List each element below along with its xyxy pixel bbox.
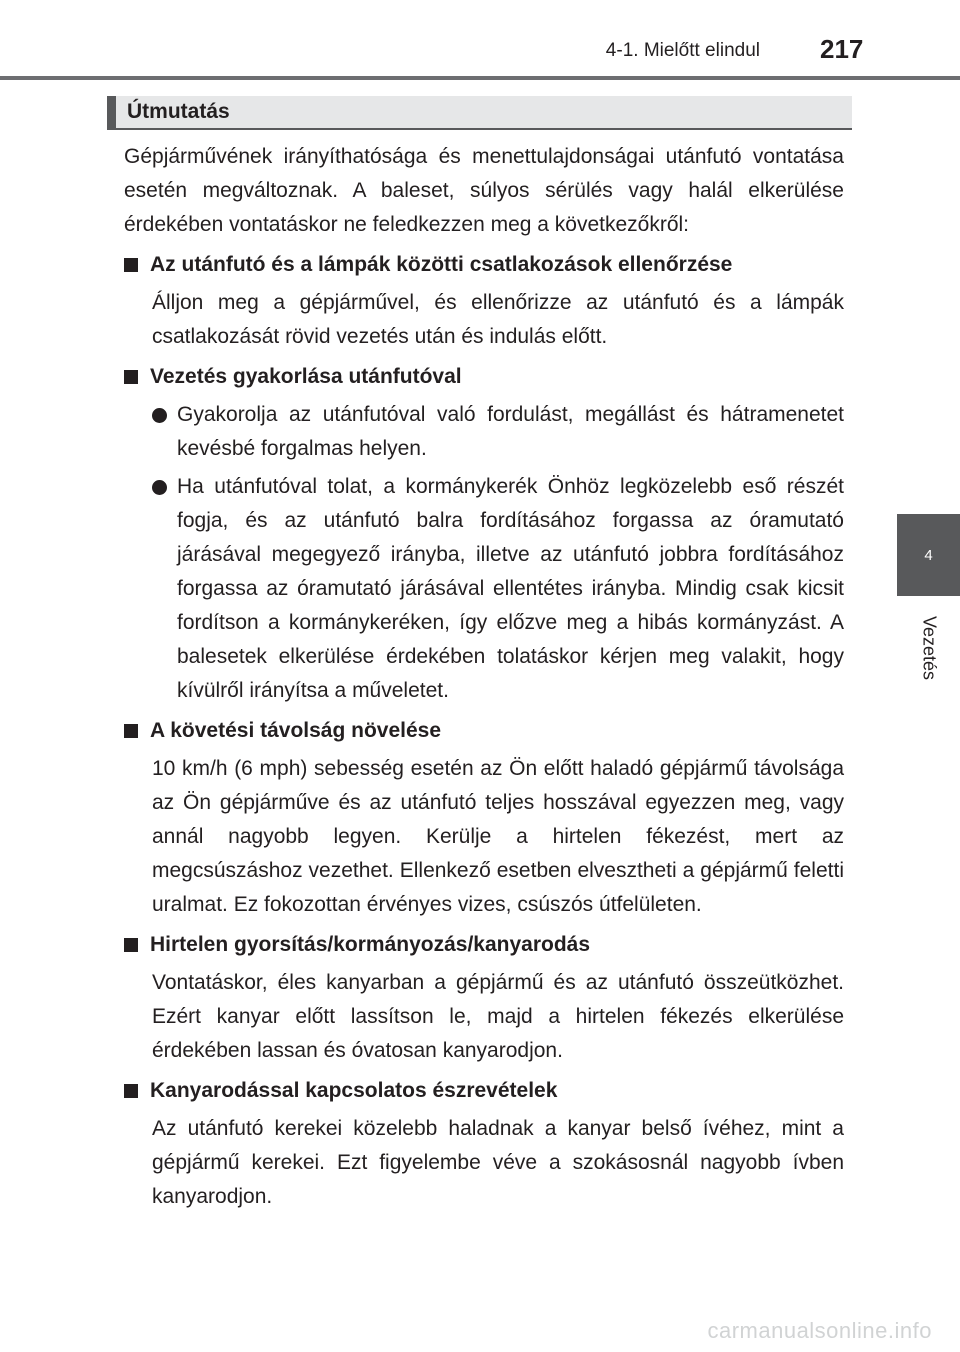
section-heading-text: Hirtelen gyorsítás/kormányozás/kanyarodás [150, 933, 591, 956]
section-heading [124, 360, 844, 394]
list-item-text: Gyakorolja az utánfutóval való fordulást, megállást és hátramenetet kevésbé forgalmas helyen. [177, 403, 844, 460]
caution-title: Útmutatás [127, 100, 230, 123]
section-heading [124, 714, 844, 748]
list-item [152, 398, 844, 466]
square-bullet-icon [124, 370, 138, 384]
square-bullet-icon [124, 1084, 138, 1098]
section-connections [124, 248, 844, 354]
header-divider [0, 76, 960, 80]
square-bullet-icon [124, 724, 138, 738]
section-heading-text: A követési távolság növelése [150, 719, 442, 742]
section-heading-text: Az utánfutó és a lámpák közötti csatlakozások ellenőrzése [150, 253, 733, 276]
chapter-label-container [897, 600, 960, 690]
section-heading [124, 928, 844, 962]
list-item [152, 470, 844, 708]
section-turning [124, 1074, 844, 1214]
square-bullet-icon [124, 258, 138, 272]
caution-intro: Gépjárművének irányíthatósága és menettulajdonságai utánfutó vontatása esetén megváltoznak. A baleset, súlyos sérülés vagy halál elkerülése érdekében vontatáskor ne feledkezzen meg a következőkről: [124, 145, 844, 236]
section-text: Az utánfutó kerekei közelebb haladnak a kanyar belső ívéhez, mint a gépjármű kerekei. Ezt figyelembe véve a szokásosnál nagyobb ívben kanyarodjon. [152, 1117, 844, 1208]
square-bullet-icon [124, 938, 138, 952]
chapter-tab [897, 514, 960, 596]
section-practice [124, 360, 844, 708]
caution-header [107, 96, 852, 130]
section-heading-text: Vezetés gyakorlása utánfutóval [150, 365, 462, 388]
chapter-label: Vezetés [919, 615, 939, 681]
circle-bullet-icon [152, 408, 167, 423]
chapter-number: 4 [924, 546, 933, 564]
section-title: 4-1. Mielőtt elindul [605, 40, 760, 61]
section-sudden [124, 928, 844, 1068]
section-text: 10 km/h (6 mph) sebesség esetén az Ön előtt haladó gépjármű távolsága az Ön gépjárműve és az utánfutó teljes hosszával egyezzen meg, vagy annál nagyobb legyen. Kerülje a hirtelen fékezést, mert az megcsúszáshoz vezethet. Ellenkező esetben elvesztheti a gépjármű feletti uralmat. Ez fokozottan érvényes vizes, csúszós útfelületen. [152, 757, 844, 916]
caution-content [124, 140, 844, 1214]
section-heading [124, 1074, 844, 1108]
list-item-text: Ha utánfutóval tolat, a kormánykerék Önhöz legközelebb eső részét fogja, és az utánfutó balra fordításához forgassa az óramutató járásával megegyező irányba, illetve az utánfutó jobbra fordításához forgassa az óramutató járásával ellentétes irányba. Mindig csak kicsit fordítson a kormánykeréken, így előzve meg a hibás kormányzást. A balesetek elkerülése érdekében tolatáskor kérjen meg valakit, hogy kívülről irányítsa a műveletet. [177, 475, 844, 702]
circle-bullet-icon [152, 480, 167, 495]
section-heading [124, 248, 844, 282]
page-number: 217 [820, 34, 864, 64]
section-text: Vontatáskor, éles kanyarban a gépjármű és az utánfutó összeütközhet. Ezért kanyar előtt lassítson le, majd a hirtelen fékezés elkerülése érdekében lassan és óvatosan kanyarodjon. [152, 971, 844, 1062]
watermark: carmanualsonline.info [707, 1318, 932, 1343]
section-heading-text: Kanyarodással kapcsolatos észrevételek [150, 1079, 558, 1102]
section-text: Álljon meg a gépjárművel, és ellenőrizze az utánfutó és a lámpák csatlakozását rövid vezetés után és indulás előtt. [152, 291, 844, 348]
section-distance [124, 714, 844, 922]
